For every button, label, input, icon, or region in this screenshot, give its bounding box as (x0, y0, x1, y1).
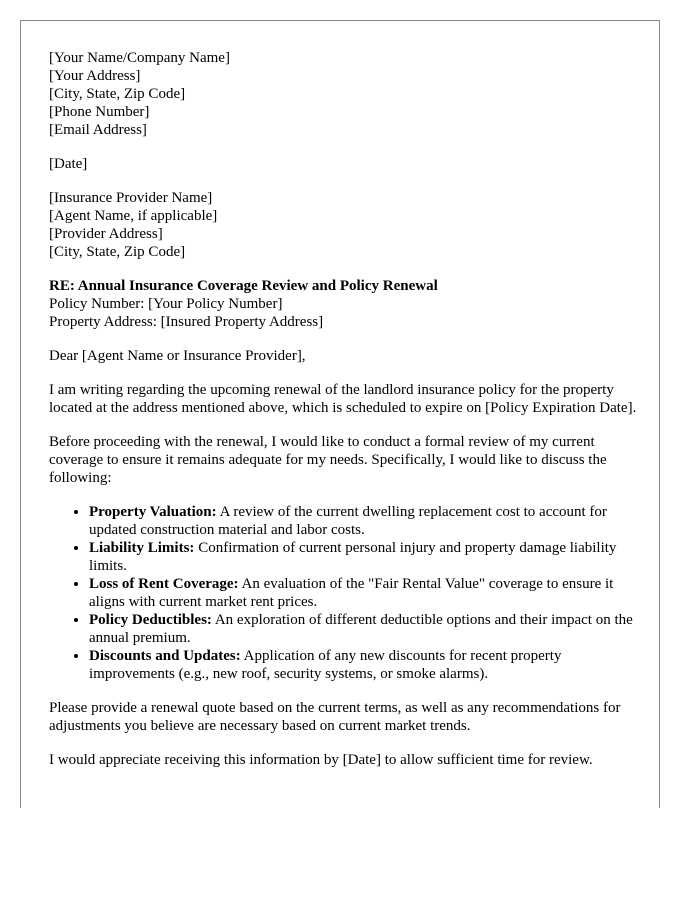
list-item-text: A review of the current dwelling replacement cost to account for updated construction material and labor costs. (89, 504, 607, 538)
subject-re-line: RE: Annual Insurance Coverage Review and Policy Renewal (49, 278, 438, 294)
list-item-text: An evaluation of the "Fair Rental Value" coverage to ensure it aligns with current market rent prices. (89, 576, 614, 610)
sender-city-state-zip: [City, State, Zip Code] (49, 86, 186, 102)
property-address: Property Address: [Insured Property Address] (49, 314, 324, 330)
list-item-title: Policy Deductibles: (89, 612, 212, 628)
recipient-provider-name: [Insurance Provider Name] (49, 190, 213, 206)
sender-block (49, 49, 639, 139)
sender-email: [Email Address] (49, 122, 147, 138)
sender-phone: [Phone Number] (49, 104, 150, 120)
list-item (89, 575, 639, 611)
sender-address: [Your Address] (49, 68, 141, 84)
recipient-provider-address: [Provider Address] (49, 226, 163, 242)
closing-paragraph: I would appreciate receiving this information by [Date] to allow sufficient time for review. (49, 752, 593, 768)
list-item-text: An exploration of different deductible options and their impact on the annual premium. (89, 612, 633, 646)
list-item-title: Loss of Rent Coverage: (89, 576, 239, 592)
letter-page (20, 20, 660, 808)
date-block (49, 155, 639, 173)
list-item-text: Confirmation of current personal injury and property damage liability limits. (89, 540, 617, 574)
list-item-title: Discounts and Updates: (89, 648, 241, 664)
letter-date: [Date] (49, 156, 88, 172)
list-item (89, 647, 639, 683)
quote-paragraph: Please provide a renewal quote based on the current terms, as well as any recommendations for adjustments you believe are necessary based on current market trends. (49, 700, 621, 734)
policy-number: Policy Number: [Your Policy Number] (49, 296, 283, 312)
list-item (89, 611, 639, 647)
intro-paragraph: I am writing regarding the upcoming renewal of the landlord insurance policy for the property located at the address mentioned above, which is scheduled to expire on [Policy Expiration Date]. (49, 382, 637, 416)
salutation: Dear [Agent Name or Insurance Provider], (49, 348, 306, 364)
list-item-title: Property Valuation: (89, 504, 217, 520)
subject-block (49, 277, 639, 331)
list-item-title: Liability Limits: (89, 540, 195, 556)
list-item (89, 539, 639, 575)
list-item-text: Application of any new discounts for recent property improvements (e.g., new roof, security systems, or smoke alarms). (89, 648, 562, 682)
sender-name: [Your Name/Company Name] (49, 50, 230, 66)
letter-content (49, 49, 639, 785)
review-paragraph: Before proceeding with the renewal, I would like to conduct a formal review of my current coverage to ensure it remains adequate for my needs. Specifically, I would like to discuss the following: (49, 434, 607, 486)
discussion-list (49, 503, 639, 683)
recipient-city-state-zip: [City, State, Zip Code] (49, 244, 186, 260)
recipient-block (49, 189, 639, 261)
list-item (89, 503, 639, 539)
recipient-agent-name: [Agent Name, if applicable] (49, 208, 218, 224)
